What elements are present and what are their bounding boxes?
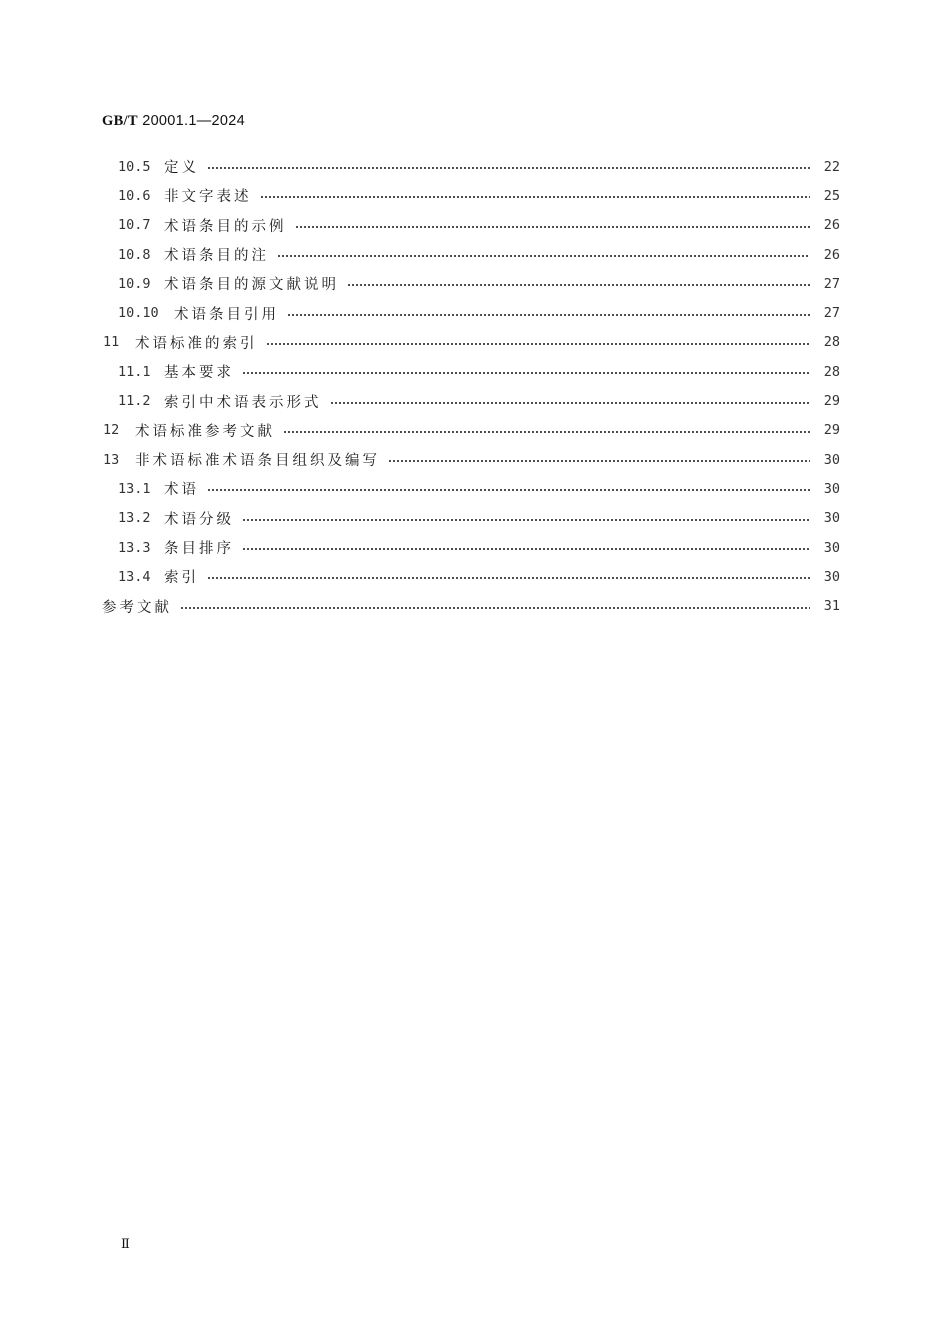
toc-entry-number: 10.6 [118,187,151,204]
toc-entry-number: 13.3 [118,539,151,556]
dot-leader [242,371,810,375]
standard-code: GB/T [102,113,138,129]
table-of-contents [100,152,840,621]
dot-leader [388,459,810,463]
dot-leader [242,547,810,551]
toc-entry-title: 术语条目引用 [174,306,279,323]
toc-entry-title: 术语标准参考文献 [135,423,275,440]
dot-leader [207,166,810,170]
toc-entry-page: 26 [823,246,840,263]
toc-entry-title: 基本要求 [164,365,234,382]
toc-entry-title: 术语条目的示例 [164,218,287,235]
toc-entry[interactable] [100,357,840,386]
dot-leader [266,342,811,346]
toc-entry-title: 术语条目的源文献说明 [164,277,339,294]
toc-entry-number: 13.4 [118,568,151,585]
toc-entry-number: 10.10 [118,305,159,322]
toc-entry-title: 非文字表述 [164,189,252,206]
toc-entry-page: 25 [823,187,840,204]
dot-leader [180,606,810,610]
toc-entry-page: 26 [823,217,840,234]
toc-entry-page: 29 [823,393,840,410]
toc-entry-title: 条目排序 [164,541,234,557]
toc-entry-page: 28 [823,363,840,380]
toc-entry-page: 29 [823,422,840,439]
toc-entry-page: 22 [823,158,840,175]
toc-entry-page: 30 [823,451,840,468]
toc-entry-number: 10.5 [118,158,151,175]
standard-number: 20001.1—2024 [142,113,245,129]
toc-entry[interactable] [100,328,840,357]
dot-leader [207,488,810,492]
toc-entry[interactable] [100,416,840,445]
toc-entry-page: 27 [823,305,840,322]
dot-leader [283,430,810,434]
dot-leader [330,401,811,405]
toc-entry[interactable] [100,240,840,269]
dot-leader [207,576,810,580]
toc-entry[interactable] [100,562,840,591]
dot-leader [287,313,810,317]
toc-entry-number: 11.1 [118,363,151,380]
dot-leader [277,254,810,258]
toc-entry-page: 30 [823,568,840,585]
toc-entry[interactable] [100,386,840,415]
document-header [102,113,245,130]
toc-entry-number: 12 [103,422,120,439]
dot-leader [295,225,811,229]
toc-entry-title: 定义 [164,160,199,177]
dot-leader [347,283,810,287]
toc-entry-title: 非术语标准术语条目组织及编写 [135,453,380,470]
toc-entry-title: 参考文献 [102,599,172,616]
toc-entry-page: 30 [823,539,840,556]
toc-entry-title: 术语分级 [164,511,234,528]
dot-leader [260,195,811,199]
toc-entry-number: 11 [103,334,120,351]
toc-entry-number: 13 [103,451,120,468]
toc-entry[interactable] [100,298,840,327]
toc-entry-title: 术语标准的索引 [135,335,258,352]
toc-entry-title: 术语 [164,482,199,499]
toc-entry[interactable] [100,211,840,240]
toc-entry-page: 30 [823,480,840,497]
toc-entry[interactable] [100,152,840,181]
toc-entry[interactable] [100,474,840,503]
toc-entry-title: 索引 [164,570,199,587]
toc-entry[interactable] [100,181,840,210]
toc-entry-page: 28 [823,334,840,351]
toc-entry[interactable] [100,504,840,533]
toc-entry-title: 索引中术语表示形式 [164,394,322,411]
toc-entry[interactable] [100,269,840,298]
toc-entry-page: 30 [823,510,840,527]
toc-entry[interactable] [100,533,840,562]
toc-entry-number: 10.9 [118,275,151,292]
dot-leader [242,518,810,522]
toc-entry-number: 11.2 [118,393,151,410]
toc-entry-number: 10.7 [118,217,151,234]
page-number: Ⅱ [121,1237,130,1252]
toc-entry-title: 术语条目的注 [164,248,269,265]
toc-entry-number: 13.1 [118,480,151,497]
toc-entry-number: 13.2 [118,510,151,527]
toc-entry-page: 27 [823,275,840,292]
toc-entry[interactable] [100,445,840,474]
toc-entry[interactable] [100,591,840,620]
toc-entry-page: 31 [823,598,840,615]
toc-entry-number: 10.8 [118,246,151,263]
